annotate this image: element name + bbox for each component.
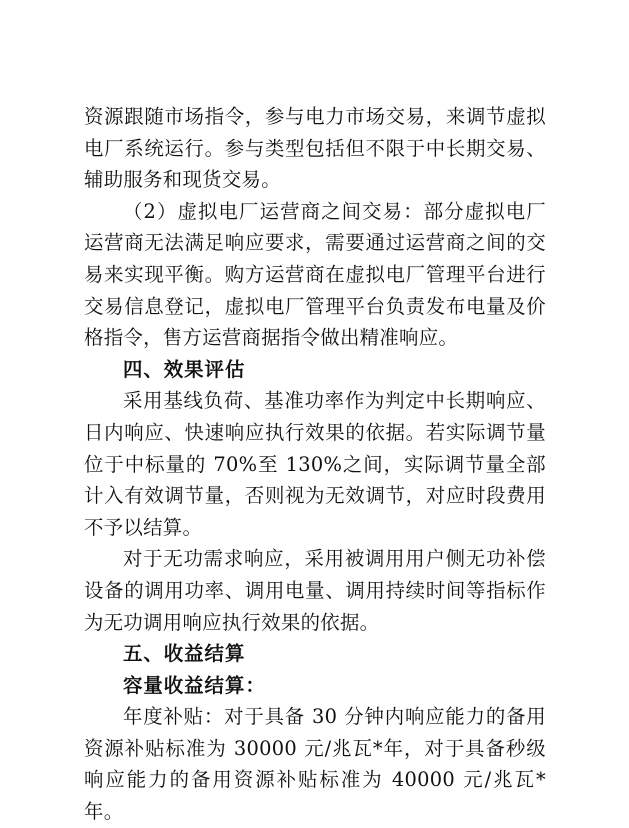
subheading-capacity-settlement: 容量收益结算： (123, 673, 266, 697)
paragraph-market-trading: 资源跟随市场指令，参与电力市场交易，来调节虚拟电厂系统运行。参与类型包括但不限于中长期交易、辅助服务和现货交易。 (84, 105, 546, 192)
paragraph-reactive-response: 对于无功需求响应，采用被调用用户侧无功补偿设备的调用功率、调用电量、调用持续时间等指标作为无功调用响应执行效果的依据。 (84, 547, 546, 634)
paragraph-baseline-evaluation: 采用基线负荷、基准功率作为判定中长期响应、日内响应、快速响应执行效果的依据。若实际调节量位于中标量的 70%至 130%之间，实际调节量全部计入有效调节量，否则视为无效调节，对应时段费用不予以结算。 (84, 389, 546, 539)
paragraph-operator-trading: （2）虚拟电厂运营商之间交易：部分虚拟电厂运营商无法满足响应要求，需要通过运营商之间的交易来实现平衡。购方运营商在虚拟电厂管理平台进行交易信息登记，虚拟电厂管理平台负责发布电量及价格指令，售方运营商据指令做出精准响应。 (84, 199, 546, 350)
section-heading-revenue-settlement: 五、收益结算 (123, 642, 246, 666)
section-heading-effect-evaluation: 四、效果评估 (123, 357, 246, 381)
paragraph-annual-subsidy: 年度补贴：对于具备 30 分钟内响应能力的备用资源补贴标准为 30000 元/兆瓦*年，对于具备秒级响应能力的备用资源补贴标准为 40000 元/兆瓦*年。 (84, 705, 546, 824)
document-body (84, 101, 546, 828)
